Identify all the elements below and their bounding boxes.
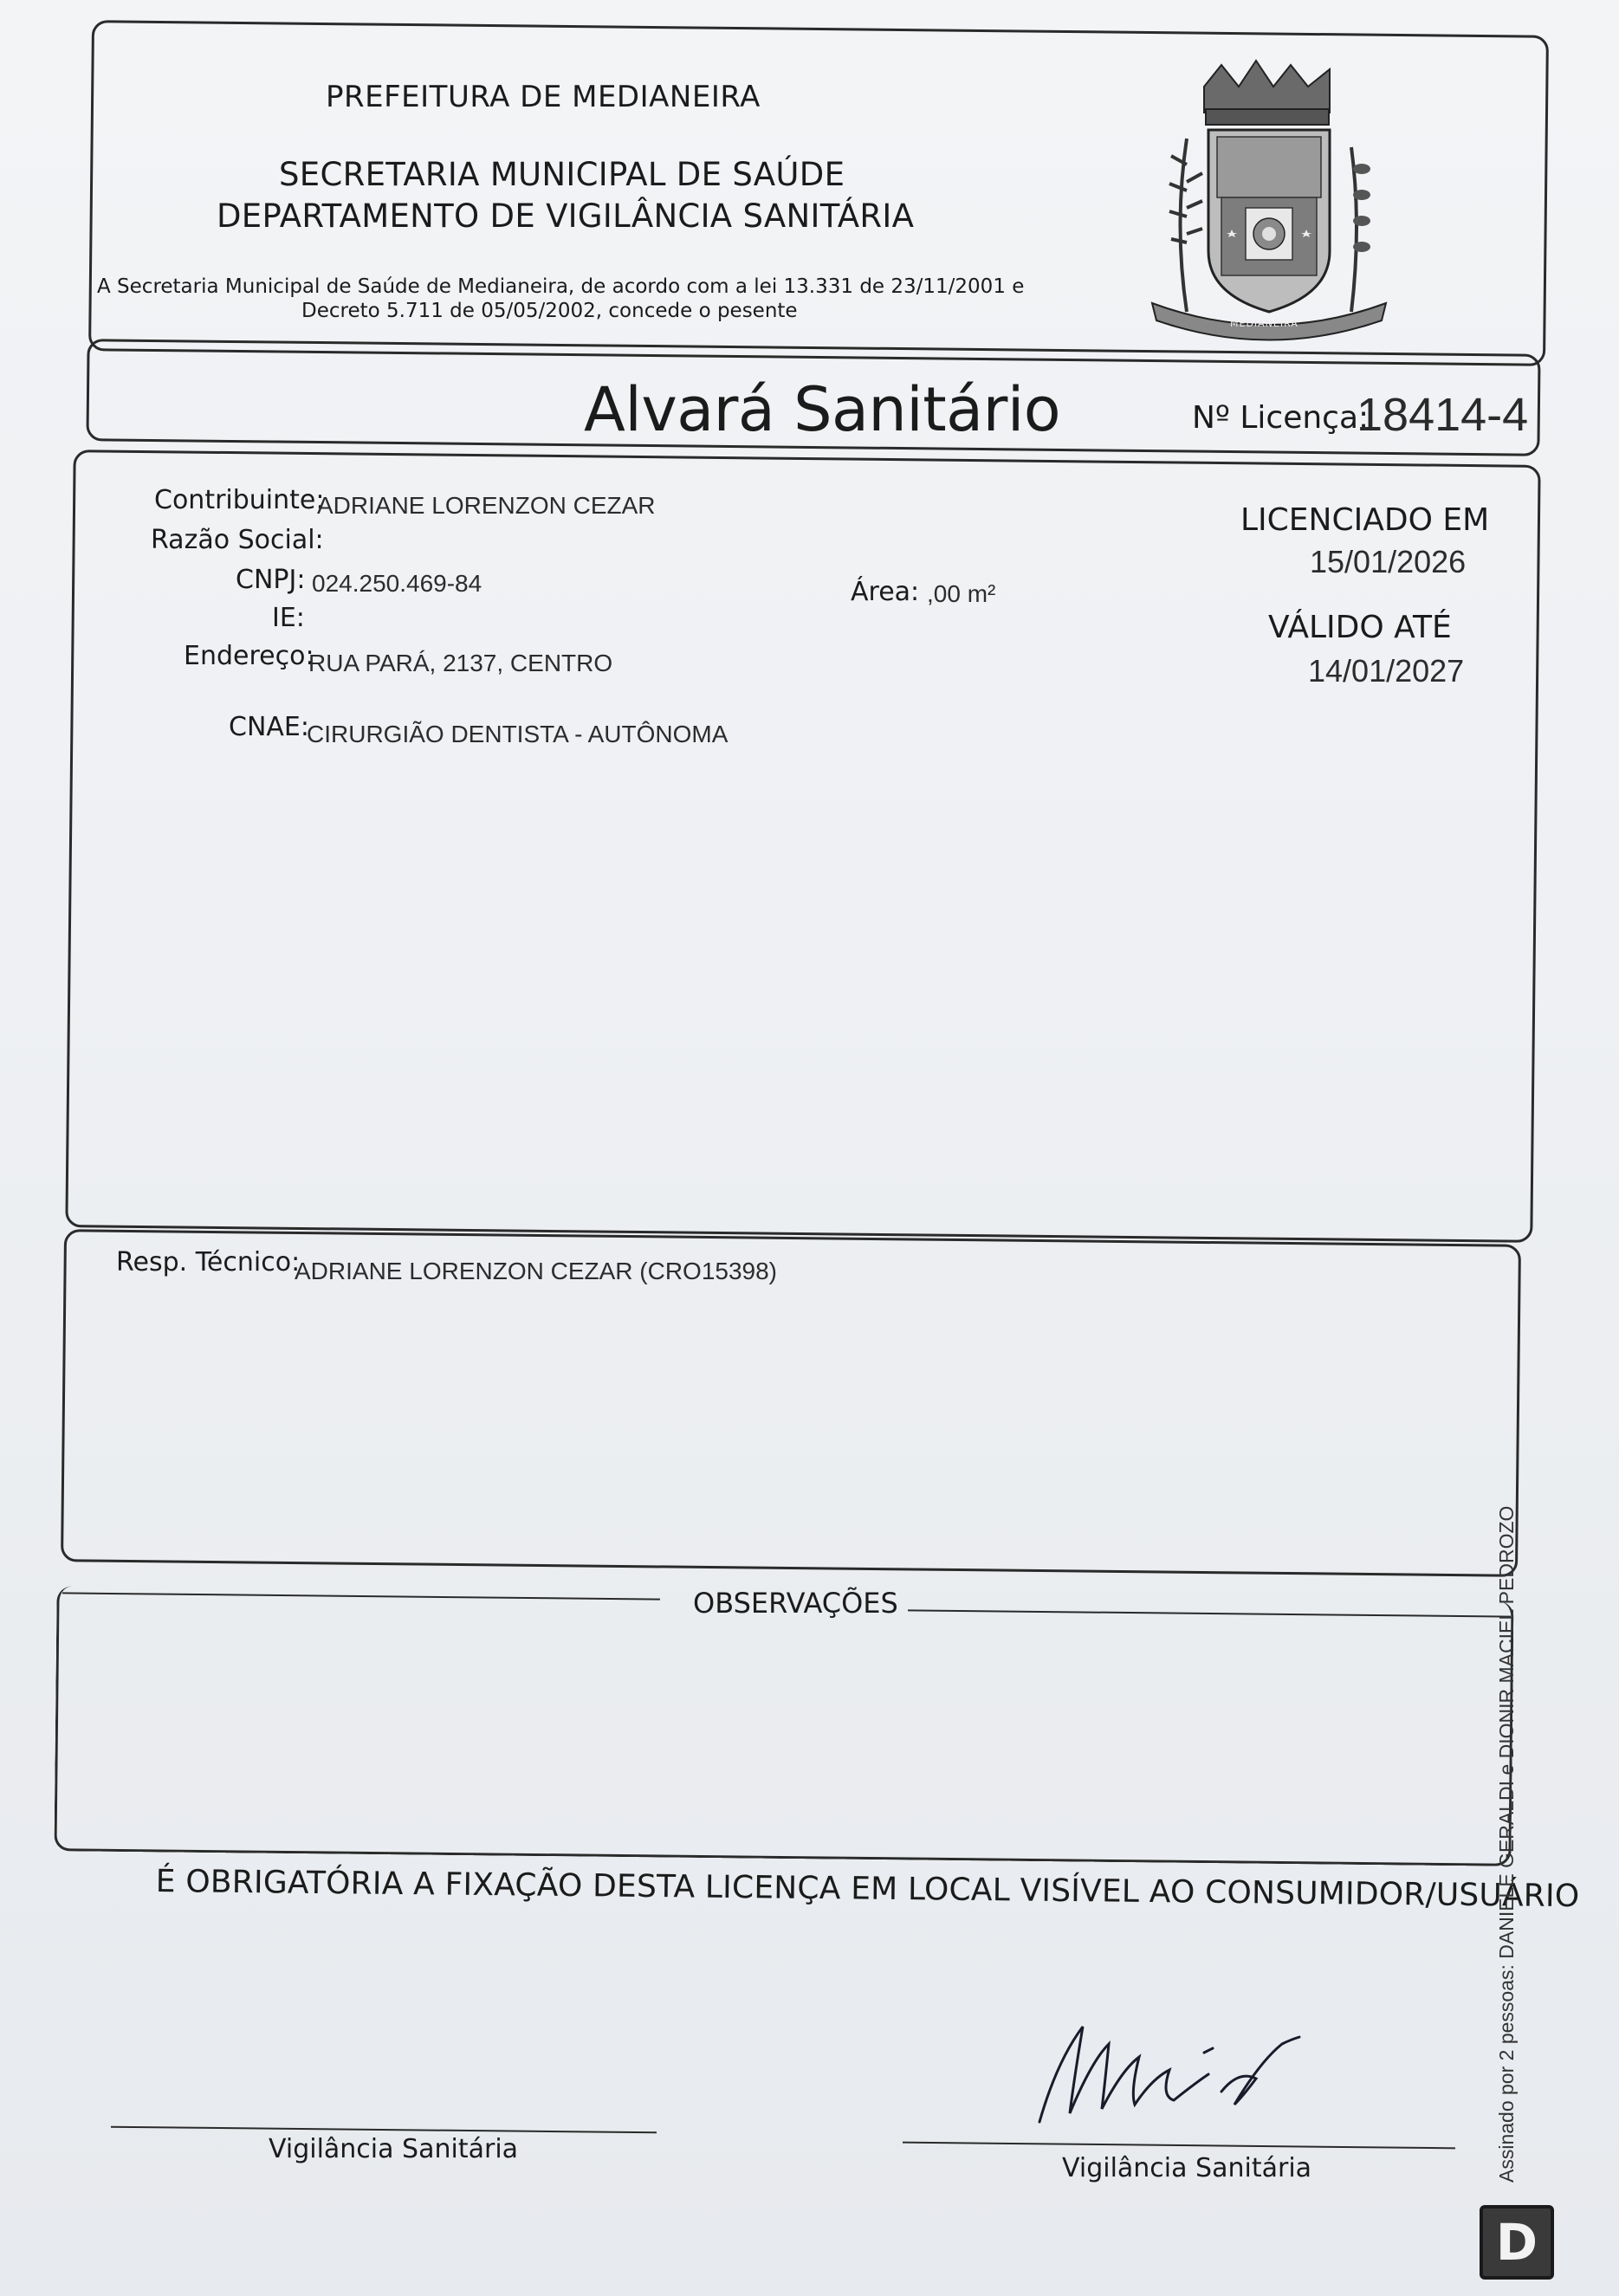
prefeitura-title: PREFEITURA DE MEDIANEIRA (326, 80, 761, 114)
cnpj-value: 024.250.469-84 (312, 570, 482, 597)
observacoes-box (54, 1586, 1513, 1866)
document-title: Alvará Sanitário (584, 374, 1061, 445)
license-number: 18414-4 (1357, 389, 1529, 441)
area-value: ,00 m² (927, 580, 996, 607)
departamento-title: DEPARTAMENTO DE VIGILÂNCIA SANITÁRIA (217, 197, 915, 235)
razao-social-label: Razão Social: (151, 525, 324, 555)
legal-text-line2: Decreto 5.711 de 05/05/2002, concede o pesente (301, 300, 798, 322)
secretaria-title: SECRETARIA MUNICIPAL DE SAÚDE (279, 156, 845, 193)
contribuinte-value: ADRIANE LORENZON CEZAR (317, 492, 656, 519)
digital-signature-stamp: Assinado por 2 pessoas: DANIELE GERALDI e DIONIR MACIEL PEDROZO (1495, 1505, 1518, 2183)
signature-line-left (111, 2126, 657, 2134)
coat-of-arms-icon (1135, 52, 1403, 346)
cnae-value: CIRURGIÃO DENTISTA - AUTÔNOMA (307, 721, 729, 747)
resp-tecnico-value: ADRIANE LORENZON CEZAR (CRO15398) (295, 1258, 778, 1284)
legal-text-line1: A Secretaria Municipal de Saúde de Medianeira, de acordo com a lei 13.331 de 23/11/2001 e (97, 275, 1025, 298)
badge-letter: D (1495, 2213, 1538, 2272)
observacoes-title: OBSERVAÇÕES (693, 1587, 898, 1620)
ie-label: IE: (272, 603, 305, 633)
valido-date: 14/01/2027 (1308, 653, 1465, 689)
valido-label: VÁLIDO ATÉ (1268, 610, 1452, 645)
handwritten-signature (1022, 2009, 1334, 2139)
licenciado-date: 15/01/2026 (1310, 544, 1467, 579)
cnpj-label: CNPJ: (236, 565, 306, 595)
contribuinte-label: Contribuinte: (154, 485, 325, 515)
resp-tecnico-label: Resp. Técnico: (116, 1247, 301, 1277)
area-label: Área: (851, 577, 920, 607)
responsavel-box (61, 1229, 1521, 1577)
endereco-label: Endereço: (184, 641, 314, 671)
mandatory-display-notice: É OBRIGATÓRIA A FIXAÇÃO DESTA LICENÇA EM LOCAL VISÍVEL AO CONSUMIDOR/USUÁRIO (155, 1864, 1580, 1915)
signature-label-right: Vigilância Sanitária (1062, 2153, 1312, 2183)
signature-line-right (903, 2142, 1455, 2150)
endereco-value: RUA PARÁ, 2137, CENTRO (308, 650, 613, 676)
cnae-label: CNAE: (229, 712, 309, 742)
licenciado-label: LICENCIADO EM (1240, 502, 1490, 538)
signature-label-left: Vigilância Sanitária (269, 2134, 519, 2164)
license-label: Nº Licença: (1192, 400, 1370, 436)
seal-ribbon-text: MEDIANEIRA (1230, 318, 1298, 329)
platform-badge-icon (1480, 2205, 1554, 2280)
